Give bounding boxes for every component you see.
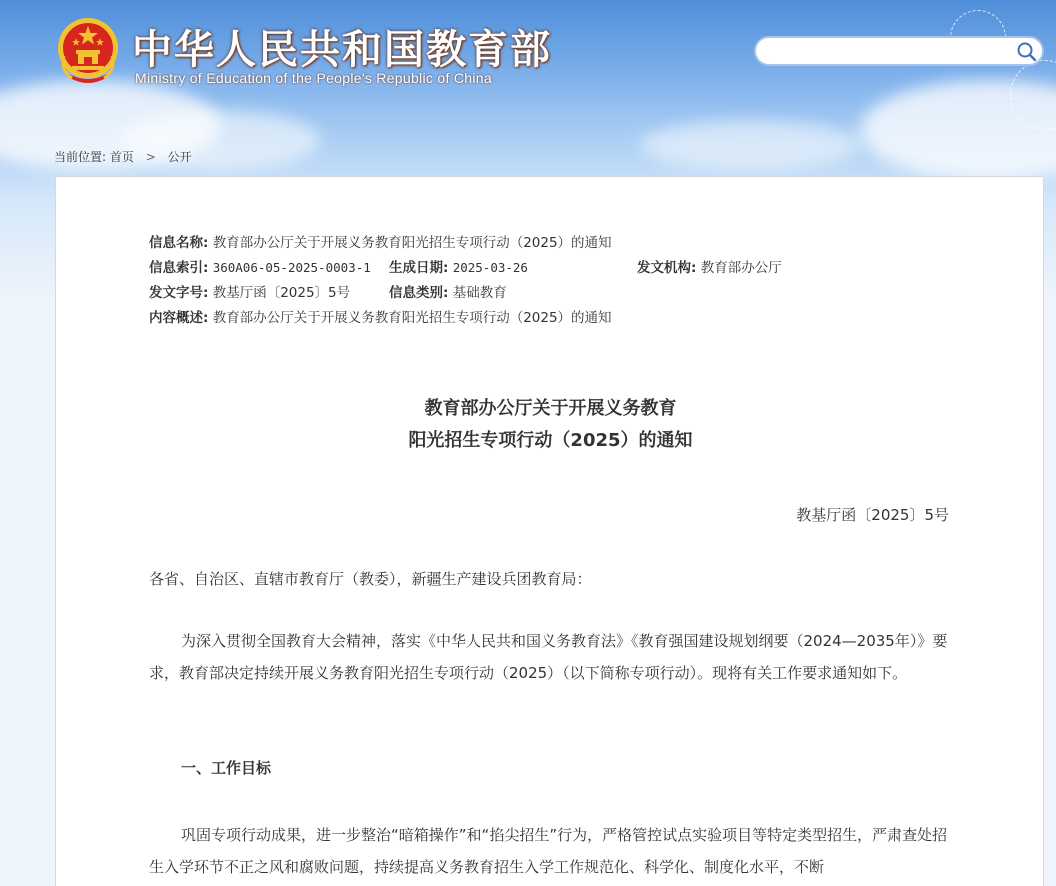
info-docno-label: 发文字号: xyxy=(149,285,209,301)
salutation-paragraph: 各省、自治区、直辖市教育厅（教委），新疆生产建设兵团教育局： xyxy=(149,570,592,588)
search-input[interactable] xyxy=(768,42,1004,62)
cloud-decoration xyxy=(640,120,860,170)
document-number: 教基厅函〔2025〕5号 xyxy=(796,506,949,524)
info-category-label: 信息类别: xyxy=(389,285,449,301)
info-row-index xyxy=(149,256,782,276)
breadcrumb xyxy=(54,148,192,165)
section-heading-1: 一、工作目标 xyxy=(181,759,272,777)
national-emblem-icon[interactable] xyxy=(56,16,120,86)
chevron-right-icon: > xyxy=(145,150,156,164)
site-title[interactable]: 中华人民共和国教育部 xyxy=(132,27,552,73)
info-name-value: 教育部办公厅关于开展义务教育阳光招生专项行动（2025）的通知 xyxy=(212,235,612,251)
document-title-line1: 教育部办公厅关于开展义务教育 xyxy=(424,398,677,419)
breadcrumb-home-link[interactable]: 首页 xyxy=(109,150,134,164)
info-docno-value: 教基厅函〔2025〕5号 xyxy=(212,285,351,301)
info-org-value: 教育部办公厅 xyxy=(700,260,782,276)
info-org-label: 发文机构: xyxy=(637,260,697,276)
info-index-value: 360A06-05-2025-0003-1 xyxy=(212,260,371,275)
body-paragraph-1: 为深入贯彻全国教育大会精神，落实《中华人民共和国义务教育法》《教育强国建设规划纲要（2024—2035年）》要求，教育部决定持续开展义务教育阳光招生专项行动（2025）（以下简称专项行动）。现将有关工作要求通知如下。 xyxy=(149,632,948,682)
info-summary-value: 教育部办公厅关于开展义务教育阳光招生专项行动（2025）的通知 xyxy=(212,310,612,326)
info-summary-label: 内容概述: xyxy=(149,310,209,326)
content-panel xyxy=(55,176,1044,886)
info-row-summary xyxy=(149,306,612,326)
document-title-line2: 阳光招生专项行动（2025）的通知 xyxy=(408,430,693,451)
breadcrumb-current-link[interactable]: 公开 xyxy=(167,150,192,164)
breadcrumb-prefix: 当前位置: xyxy=(54,150,107,164)
search-icon[interactable] xyxy=(1016,41,1038,63)
body-paragraph-2: 巩固专项行动成果，进一步整治“暗箱操作”和“掐尖招生”行为，严格管控试点实验项目等特定类型招生，严肃查处招生入学环节不正之风和腐败问题，持续提高义务教育招生入学工作规范化、科学化、制度化水平，不断 xyxy=(149,826,948,876)
search-box[interactable] xyxy=(754,36,1044,66)
info-row-name xyxy=(149,231,612,251)
site-subtitle: Ministry of Education of the People's Republic of China xyxy=(135,70,492,86)
info-row-docno xyxy=(149,281,507,301)
info-name-label: 信息名称: xyxy=(149,235,209,251)
info-date-label: 生成日期: xyxy=(389,260,449,276)
info-date-value: 2025-03-26 xyxy=(452,260,528,275)
info-index-label: 信息索引: xyxy=(149,260,209,276)
info-category-value: 基础教育 xyxy=(452,285,507,301)
